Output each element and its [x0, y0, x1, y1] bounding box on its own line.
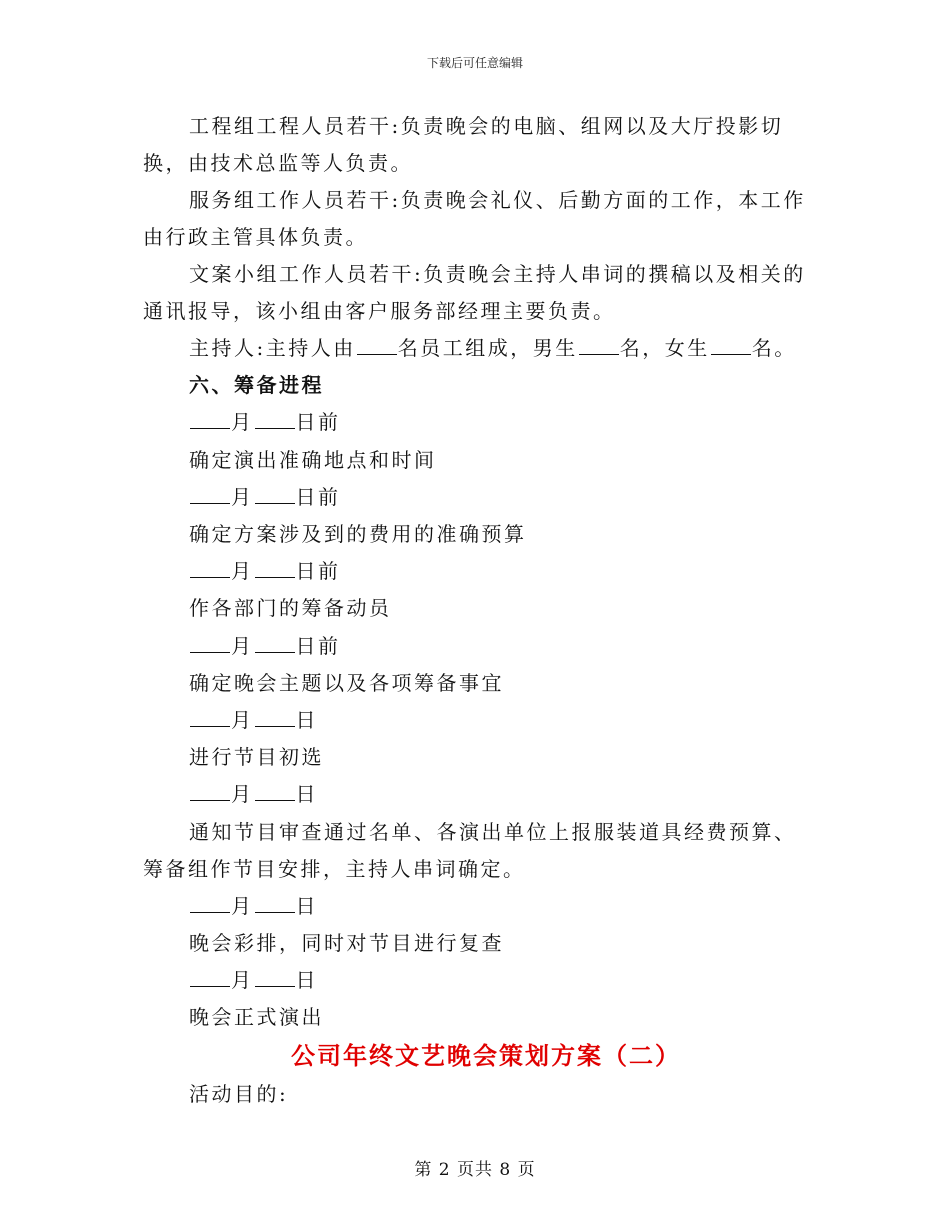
month-label: 月 [231, 410, 254, 435]
host-text-3: 名，女生 [619, 336, 710, 360]
schedule-date-line [143, 776, 811, 813]
month-label: 月 [231, 893, 254, 918]
host-text-2: 名员工组成，男生 [397, 336, 578, 360]
schedule-date-line [143, 553, 811, 590]
day-label: 日前 [295, 633, 341, 658]
schedule-task-line: 确定方案涉及到的费用的准确预算 [189, 522, 527, 547]
section-title-part-two: 公司年终文艺晚会策划方案（二） [291, 1041, 681, 1071]
day-label: 日前 [295, 410, 341, 435]
month-label: 月 [231, 782, 254, 807]
blank-underline [255, 892, 295, 913]
schedule-date-line [143, 702, 811, 739]
schedule-task-line: 晚会正式演出 [189, 1005, 324, 1030]
blank-underline [190, 892, 230, 913]
schedule-task-line: 晚会彩排，同时对节目进行复查 [189, 930, 504, 955]
schedule-date-line [143, 479, 811, 516]
schedule-date-line [143, 962, 811, 999]
blank-underline [255, 408, 295, 429]
schedule-date-line [143, 628, 811, 665]
paragraph-service-group: 服务组工作人员若干:负责晚会礼仪、后勤方面的工作，本工作由行政主管具体负责。 [143, 188, 806, 249]
blank-underline [255, 632, 295, 653]
blank-underline [190, 557, 230, 578]
page-number-footer: 第 2 页共 8 页 [414, 1160, 536, 1180]
blank-underline [255, 706, 295, 727]
blank-underline [255, 557, 295, 578]
blank-underline [190, 780, 230, 801]
section-heading-preparation: 六、筹备进程 [189, 373, 324, 398]
month-label: 月 [231, 708, 254, 733]
schedule-task-line: 确定演出准确地点和时间 [189, 447, 437, 472]
day-label: 日前 [295, 484, 341, 509]
blank-underline [190, 966, 230, 987]
month-label: 月 [231, 968, 254, 993]
schedule-task-line: 作各部门的筹备动员 [189, 596, 392, 621]
blank-underline [190, 483, 230, 504]
blank-underline [255, 483, 295, 504]
month-label: 月 [231, 559, 254, 584]
month-label: 月 [231, 633, 254, 658]
paragraph-engineering-group: 工程组工程人员若干:负责晚会的电脑、组网以及大厅投影切换，由技术总监等人负责。 [143, 114, 784, 175]
blank-underline [711, 334, 751, 355]
day-label: 日 [295, 708, 318, 733]
page-header-note: 下载后可任意编辑 [426, 56, 523, 70]
blank-underline [190, 408, 230, 429]
blank-underline [190, 706, 230, 727]
activity-purpose-label: 活动目的: [189, 1082, 289, 1107]
paragraph-copywriting-group: 文案小组工作人员若干:负责晚会主持人串词的撰稿以及相关的通讯报导，该小组由客户服务部经理主要负责。 [143, 262, 806, 323]
month-label: 月 [231, 484, 254, 509]
schedule-task-line: 确定晚会主题以及各项筹备事宜 [189, 670, 504, 695]
host-text-1: 主持人:主持人由 [189, 336, 356, 360]
schedule-task-line: 进行节目初选 [189, 745, 324, 770]
day-label: 日 [295, 893, 318, 918]
blank-underline [255, 966, 295, 987]
document-body [143, 108, 811, 1114]
host-line [143, 330, 811, 367]
host-text-4: 名。 [751, 336, 797, 360]
day-label: 日 [295, 968, 318, 993]
schedule-task-paragraph: 通知节目审查通过名单、各演出单位上报服装道具经费预算、筹备组作节目安排，主持人串词确定。 [143, 819, 797, 881]
blank-underline [255, 780, 295, 801]
blank-underline [579, 334, 619, 355]
day-label: 日前 [295, 559, 341, 584]
day-label: 日 [295, 782, 318, 807]
schedule-date-line [143, 888, 811, 925]
schedule-date-line [143, 404, 811, 441]
blank-underline [190, 632, 230, 653]
blank-underline [357, 334, 397, 355]
